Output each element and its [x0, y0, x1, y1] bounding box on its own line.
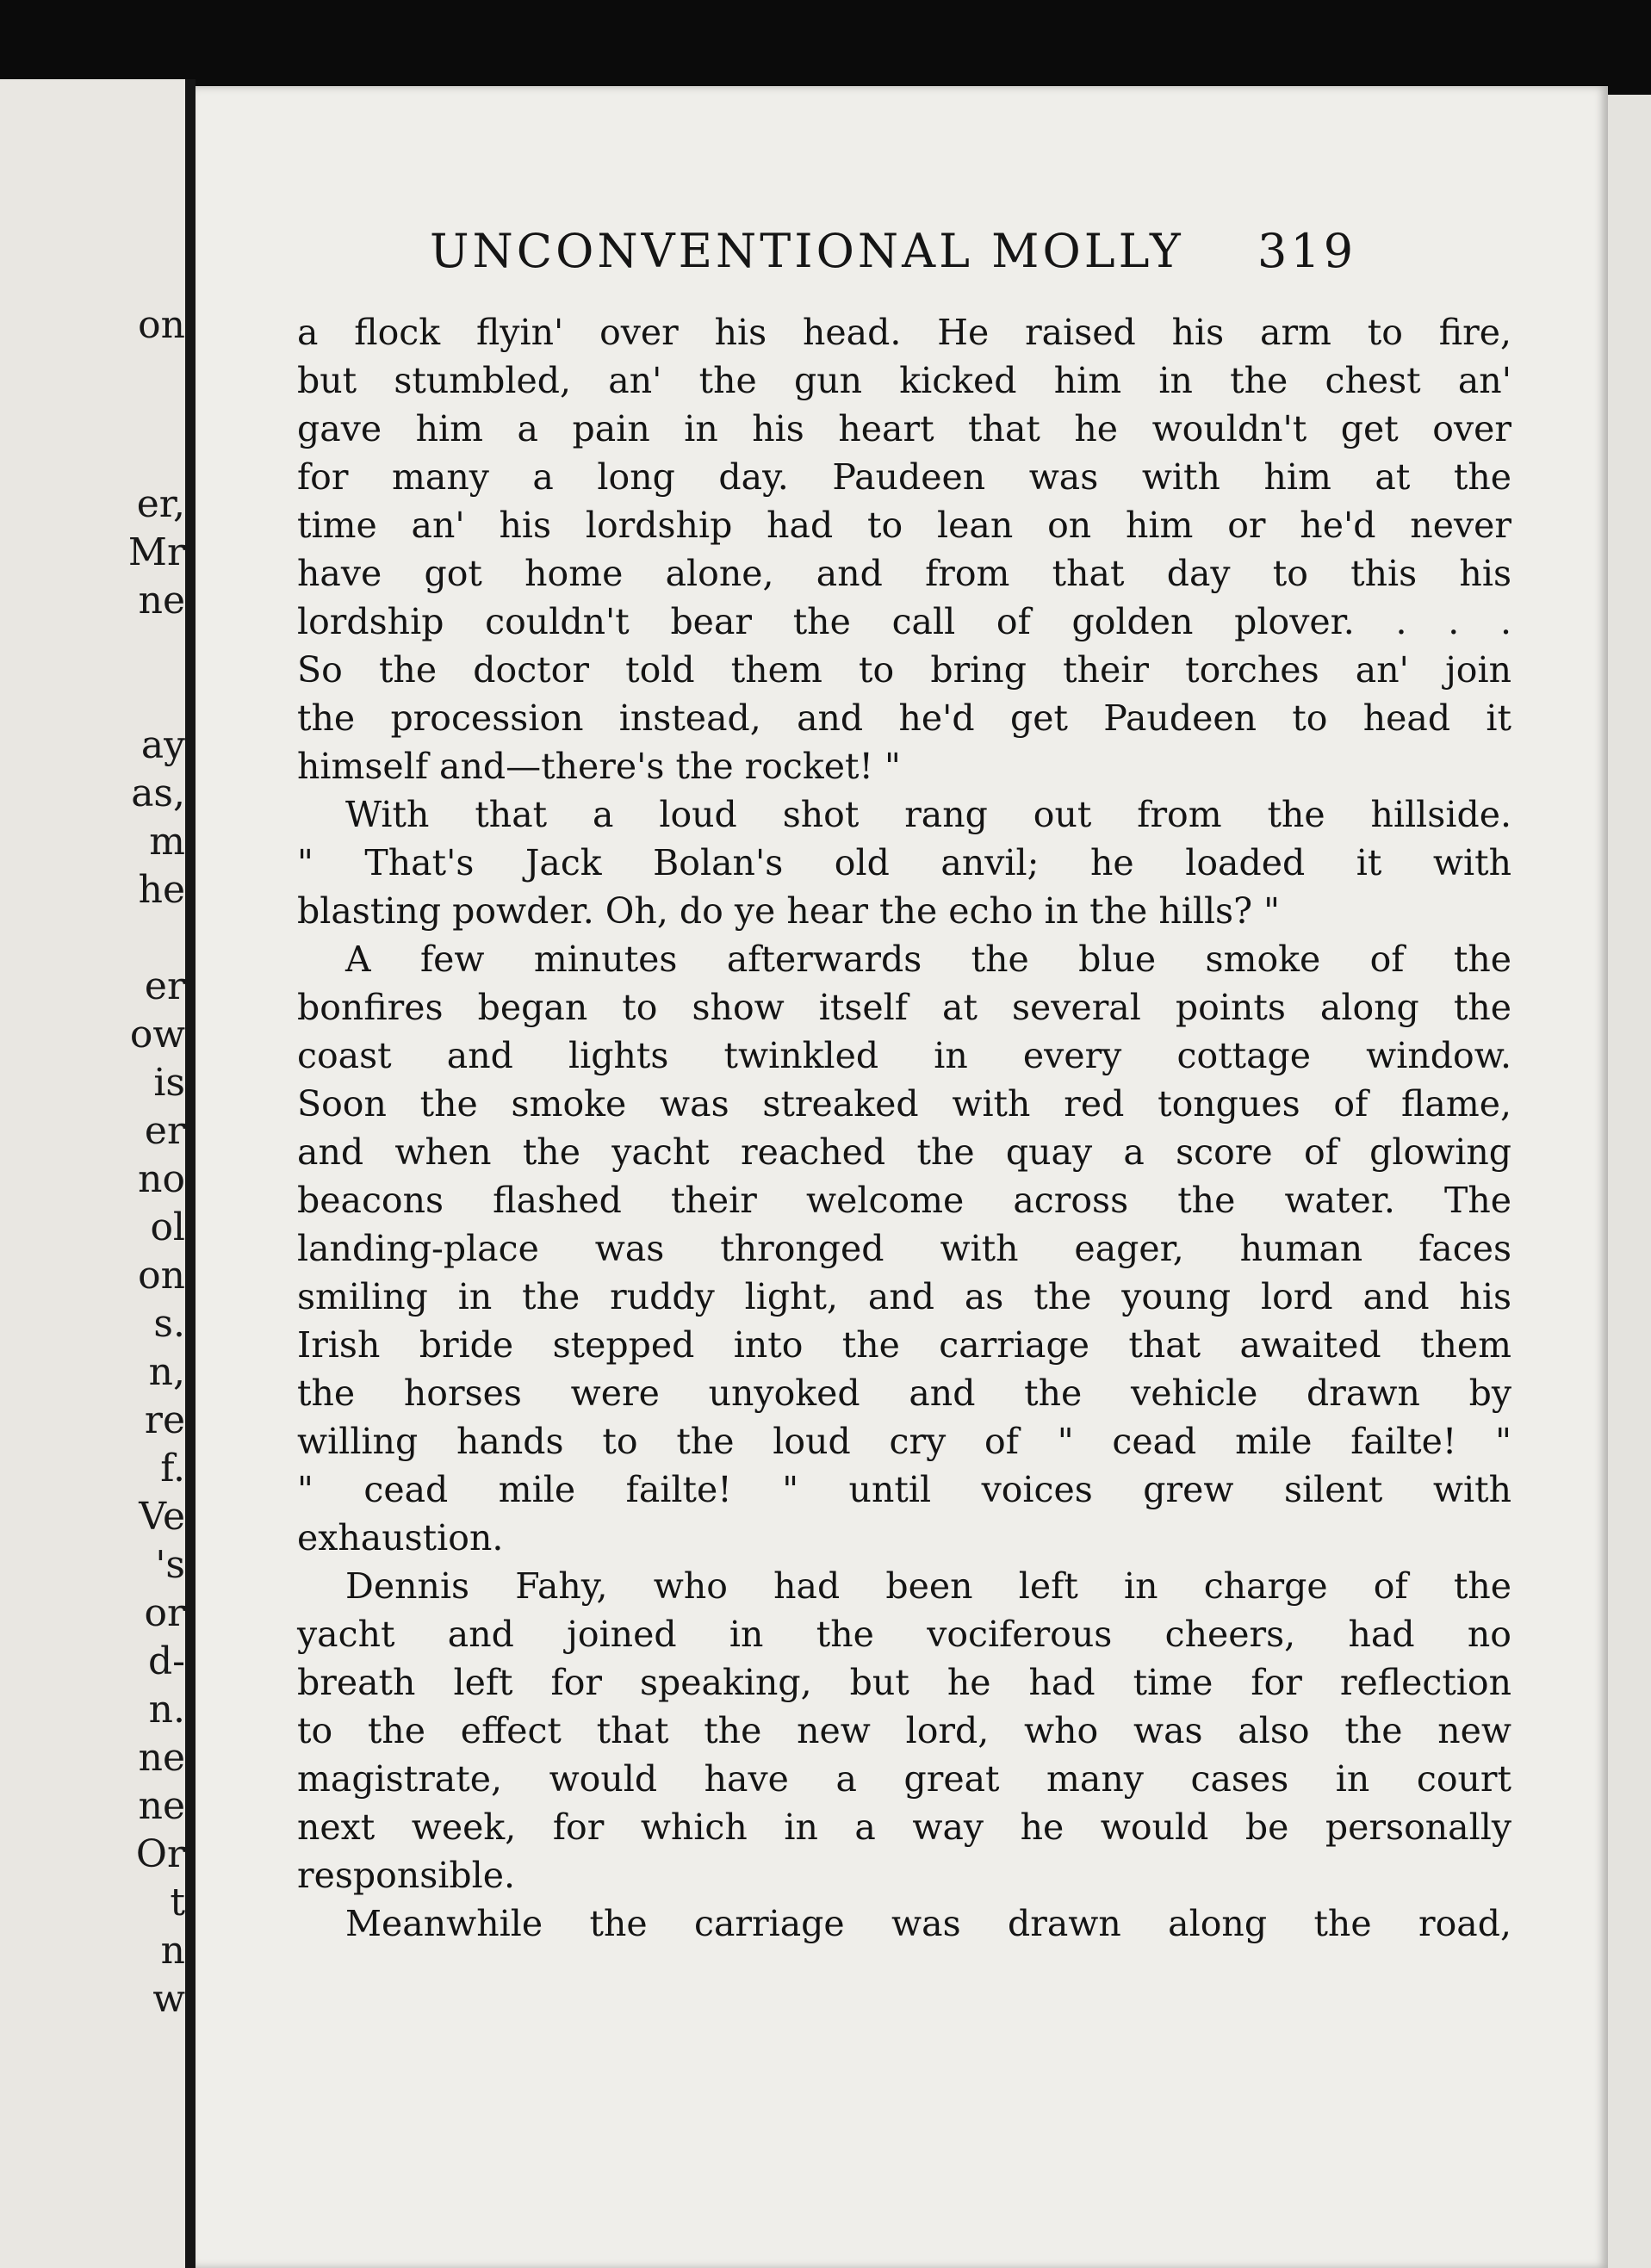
left-line-fragment: ne [138, 1784, 185, 1828]
book-gutter [185, 79, 196, 2268]
text-line: magistrate, would have a great many cases in court [297, 1758, 1511, 1800]
left-line-fragment: er, [136, 482, 185, 526]
text-line: A few minutes afterwards the blue smoke of the [345, 939, 1511, 980]
text-line: the horses were unyoked and the vehicle drawn by [297, 1373, 1511, 1414]
text-line: next week, for which in a way he would be personally [297, 1806, 1511, 1848]
text-line: Meanwhile the carriage was drawn along the road, [345, 1903, 1511, 1944]
left-line-fragment: er [144, 1109, 185, 1153]
left-line-fragment: f. [160, 1447, 185, 1490]
text-line: coast and lights twinkled in every cottage window. [297, 1035, 1511, 1076]
left-line-fragment: er [144, 964, 185, 1008]
text-line: smiling in the ruddy light, and as the young lord and his [297, 1276, 1511, 1317]
left-line-fragment: as, [131, 771, 185, 815]
left-line-fragment: t [170, 1881, 185, 1924]
text-line: yacht and joined in the vociferous cheers, had no [297, 1614, 1511, 1655]
left-line-fragment: ol [150, 1205, 185, 1249]
text-line: have got home alone, and from that day to this his [297, 553, 1511, 594]
left-line-fragment: ne [138, 1736, 185, 1780]
text-line: Dennis Fahy, who had been left in charge of the [345, 1565, 1511, 1607]
page-number: 319 [1257, 224, 1357, 278]
text-line: With that a loud shot rang out from the hillside. [345, 794, 1511, 835]
left-line-fragment: he [138, 868, 185, 912]
text-line: So the doctor told them to bring their torches an' join [297, 649, 1511, 691]
text-line: to the effect that the new lord, who was also the new [297, 1710, 1511, 1751]
text-line: lordship couldn't bear the call of golden plover. . . . [297, 601, 1511, 642]
left-line-fragment: Or [135, 1832, 185, 1876]
text-line: a flock flyin' over his head. He raised his arm to fire, [297, 312, 1511, 353]
left-line-fragment: d- [147, 1639, 185, 1683]
left-line-fragment: on [138, 303, 185, 347]
left-line-fragment: is [153, 1061, 185, 1105]
left-line-fragment: on [138, 1254, 185, 1298]
left-line-fragment: Mr [127, 530, 185, 574]
text-line: " That's Jack Bolan's old anvil; he loaded it with [297, 842, 1511, 883]
text-line: time an' his lordship had to lean on him or he'd never [297, 505, 1511, 546]
text-line: blasting powder. Oh, do ye hear the echo in the hills? " [297, 890, 1280, 932]
text-line: breath left for speaking, but he had time for reflection [297, 1662, 1511, 1703]
text-line: willing hands to the loud cry of " cead mile failte! " [297, 1421, 1511, 1462]
text-line: for many a long day. Paudeen was with him at the [297, 456, 1511, 498]
text-line: Soon the smoke was streaked with red tongues of flame, [297, 1083, 1511, 1125]
text-line: landing-place was thronged with eager, human faces [297, 1228, 1511, 1269]
left-line-fragment: or [144, 1591, 185, 1635]
page-edge [1608, 95, 1651, 2268]
text-line: " cead mile failte! " until voices grew silent with [297, 1469, 1511, 1510]
left-line-fragment: Ve [139, 1495, 185, 1539]
book-page [196, 86, 1608, 2268]
text-line: Irish bride stepped into the carriage that awaited them [297, 1324, 1511, 1366]
text-line: himself and—there's the rocket! " [297, 746, 901, 787]
left-line-fragment: m [149, 820, 185, 864]
text-line: and when the yacht reached the quay a score of glowing [297, 1131, 1511, 1173]
body-text [297, 308, 1511, 1948]
facing-page-fragment [0, 79, 185, 2268]
text-line: bonfires began to show itself at several points along the [297, 987, 1511, 1028]
text-line: exhaustion. [297, 1517, 504, 1558]
left-line-fragment: n, [148, 1350, 185, 1394]
text-line: but stumbled, an' the gun kicked him in the chest an' [297, 360, 1511, 401]
running-title: UNCONVENTIONAL MOLLY [430, 224, 1184, 278]
text-line: gave him a pain in his heart that he wouldn't get over [297, 408, 1511, 449]
left-line-fragment: re [144, 1398, 185, 1442]
left-line-fragment: ay [140, 723, 185, 767]
left-line-fragment: w [152, 1977, 185, 2021]
text-line: responsible. [297, 1855, 516, 1896]
left-line-fragment: n. [148, 1688, 185, 1732]
left-line-fragment: ow [129, 1013, 185, 1057]
text-line: the procession instead, and he'd get Paudeen to head it [297, 697, 1511, 739]
text-line: beacons flashed their welcome across the water. The [297, 1180, 1511, 1221]
left-line-fragment: 's [155, 1543, 185, 1587]
left-line-fragment: no [138, 1157, 185, 1201]
left-line-fragment: n [160, 1929, 185, 1973]
left-line-fragment: s. [153, 1302, 185, 1346]
left-line-fragment: ne [138, 579, 185, 623]
